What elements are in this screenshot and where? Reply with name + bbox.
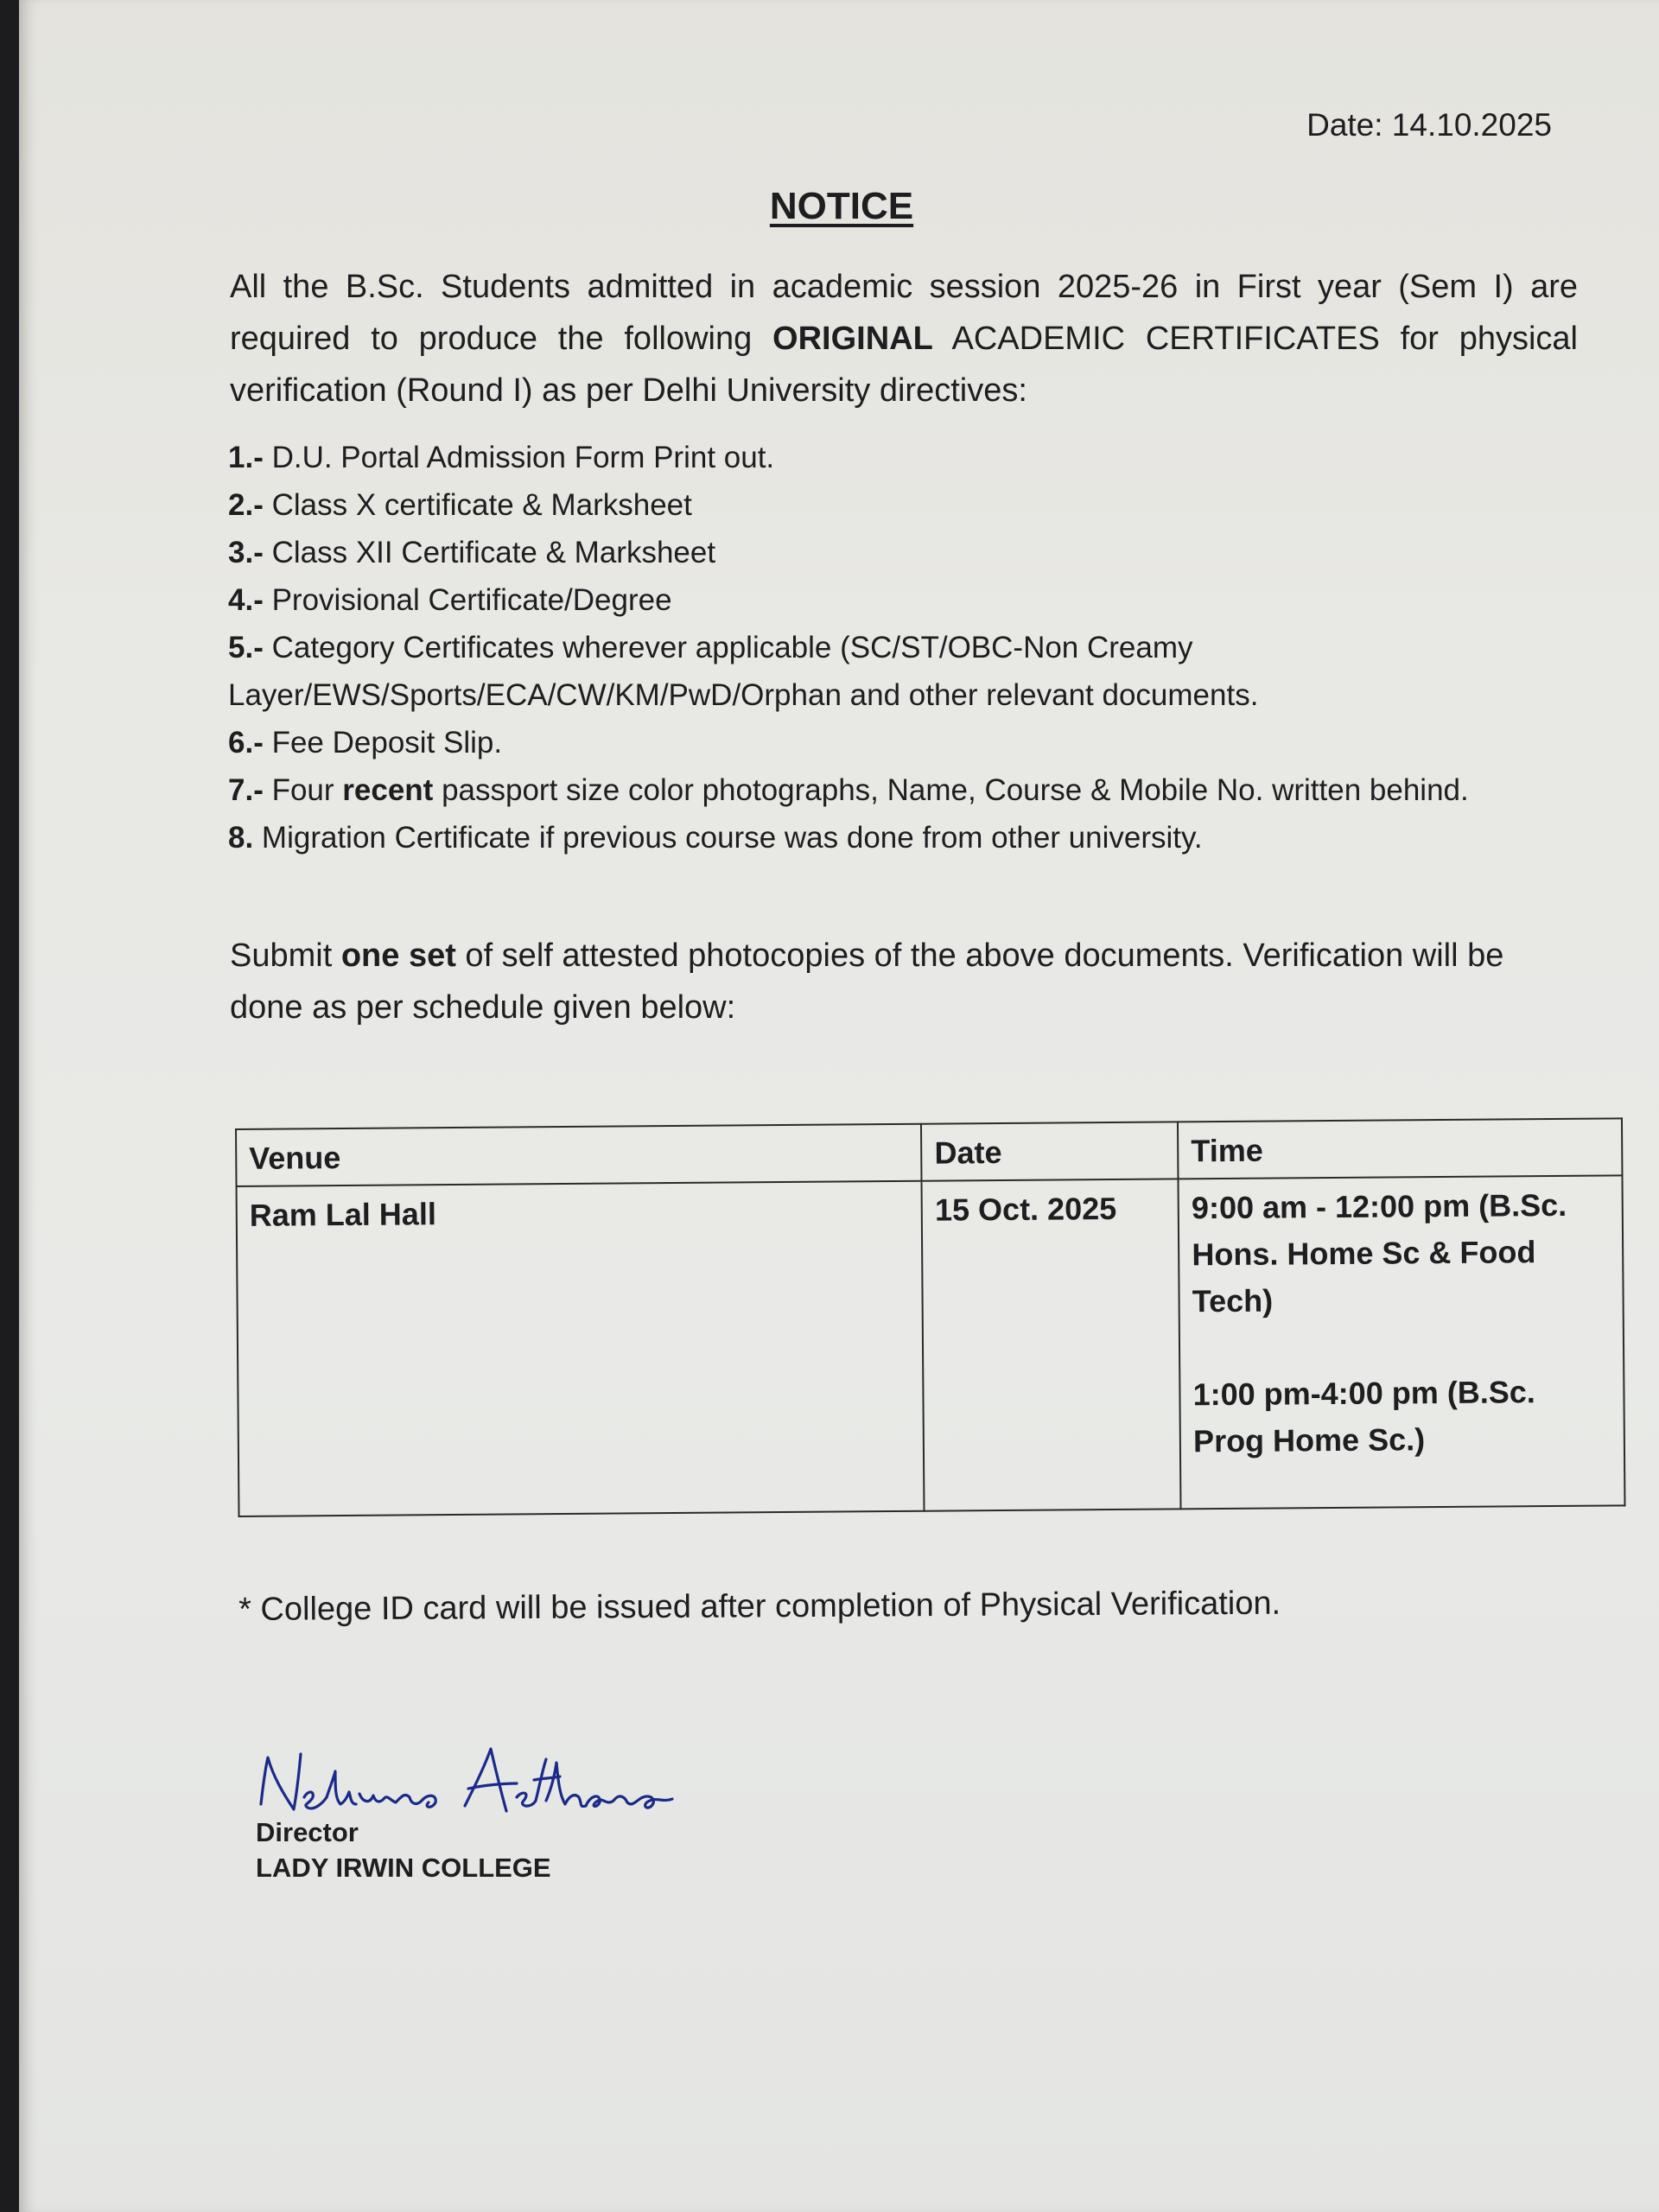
list-number: 1.- [228, 441, 264, 474]
list-number: 8. [228, 821, 254, 855]
list-number: 4.- [228, 583, 264, 617]
list-bold-recent: recent [342, 773, 434, 807]
signatory-org: LADY IRWIN COLLEGE [256, 1853, 551, 1883]
schedule-table [235, 1117, 1625, 1517]
intro-paragraph [230, 261, 1578, 416]
time-slot-2: 1:00 pm-4:00 pm (B.Sc. Prog Home Sc.) [1192, 1374, 1535, 1459]
list-item [228, 434, 1541, 481]
header-time: Time [1178, 1118, 1622, 1179]
list-text: Class X certificate & Marksheet [263, 488, 692, 522]
submit-text-2: of self attested photocopies of the above documents. Verification will be done as per schedule given below: [230, 938, 1504, 1026]
list-number: 3.- [228, 536, 264, 569]
footnote: * College ID card will be issued after completion of Physical Verification. [238, 1585, 1281, 1628]
list-item [228, 481, 1541, 529]
list-item [228, 529, 1541, 576]
list-text: Provisional Certificate/Degree [263, 583, 672, 617]
list-item [228, 576, 1541, 624]
list-text: Migration Certificate if previous course was done from other university. [253, 821, 1203, 855]
table-header-row [236, 1118, 1622, 1186]
cell-time [1179, 1175, 1625, 1509]
notice-title: NOTICE [769, 185, 914, 227]
table-row [237, 1175, 1625, 1516]
submit-paragraph [230, 930, 1560, 1033]
intro-text-2: ACADEMIC CERTIFICATES for physical verification (Round I) as per Delhi University directives: [230, 321, 1578, 409]
submit-text-1: Submit [230, 938, 341, 974]
cell-date: 15 Oct. 2025 [922, 1179, 1181, 1510]
list-item [228, 719, 1541, 766]
list-number: 6.- [228, 726, 264, 760]
list-text: Category Certificates wherever applicable (SC/ST/OBC-Non Creamy Layer/EWS/Sports/ECA/CW/KM/PwD/Orphan and other relevant documents. [228, 631, 1259, 712]
header-venue: Venue [236, 1124, 922, 1186]
list-text: D.U. Portal Admission Form Print out. [263, 441, 775, 474]
notice-sheet [19, 0, 1659, 2212]
list-number: 7.- [228, 773, 264, 807]
document-list [228, 434, 1541, 861]
list-text: passport size color photographs, Name, Course & Mobile No. written behind. [433, 773, 1469, 807]
intro-text-1: All the B.Sc. Students admitted in academic session 2025-26 in First year (Sem I) are required to produce the following [230, 269, 1578, 357]
intro-bold-original: ORIGINAL [772, 321, 933, 357]
list-text: Fee Deposit Slip. [263, 726, 503, 760]
list-item [228, 766, 1541, 814]
list-item [228, 814, 1541, 861]
list-number: 5.- [228, 631, 264, 664]
time-spacer [1192, 1322, 1611, 1372]
list-number: 2.- [228, 488, 264, 522]
signatory-title: Director [256, 1817, 359, 1847]
cell-venue: Ram Lal Hall [237, 1181, 925, 1516]
list-item [228, 624, 1541, 719]
time-slot-1: 9:00 am - 12:00 pm (B.Sc. Hons. Home Sc & Food Tech) [1191, 1186, 1567, 1319]
submit-bold-one-set: one set [340, 938, 456, 974]
signatory-block [256, 1815, 551, 1885]
header-date: Date [921, 1122, 1178, 1180]
list-text: Class XII Certificate & Marksheet [263, 536, 716, 569]
notice-date: Date: 14.10.2025 [1306, 107, 1552, 143]
list-text: Four [263, 773, 343, 807]
